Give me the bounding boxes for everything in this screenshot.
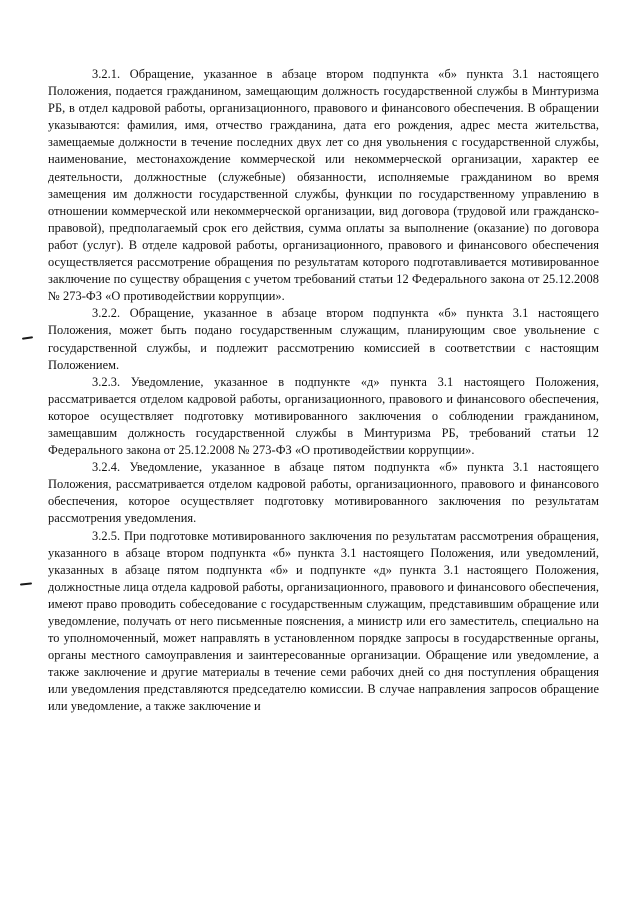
paragraph-3-2-1: 3.2.1. Обращение, указанное в абзаце втором подпункта «б» пункта 3.1 настоящего Положения, подается гражданином, замещающим должность государственной службы в Минтуризма РБ, в отдел кадровой работы, организационного, правового и финансового обеспечения. В обращении указываются: фамилия, имя, отчество гражданина, дата его рождения, адрес места жительства, замещаемые должности в течение последних двух лет со дня увольнения с государственной службы, наименование, местонахождение коммерческой или некоммерческой организации, характер ее деятельности, должностные (служебные) обязанности, исполняемые гражданином во время замещения им должности государственной службы, функции по государственному управлению в отношении коммерческой или некоммерческой организации, вид договора (трудовой или гражданско-правовой), предполагаемый срок его действия, сумма оплаты за выполнение (оказание) по договора работ (услуг). В отделе кадровой работы, организационного, правового и финансового обеспечения осуществляется рассмотрение обращения по результатам которого подготавливается мотивированное заключение по существу обращения с учетом требований статьи 12 Федерального закона от 25.12.2008 № 273-ФЗ «О противодействии коррупции». [48,67,599,304]
paragraph-3-2-2: 3.2.2. Обращение, указанное в абзаце втором подпункта «б» пункта 3.1 настоящего Положения, может быть подано государственным служащим, планирующим свое увольнение с государственной службы, и подлежит рассмотрению комиссией в соответствии с настоящим Положением. [48,306,599,372]
paragraph-3-2-5: 3.2.5. При подготовке мотивированного заключения по результатам рассмотрения обращения, указанного в абзаце втором подпункта «б» пункта 3.1 настоящего Положения, или уведомлений, указанных в абзаце пятом подпункта «б» и подпункте «д» пункта 3.1 настоящего Положения, должностные лица отдела кадровой работы, организационного, правового и финансового обеспечения, имеют право проводить собеседование с государственным служащим, представившим обращение или уведомление, получать от него письменные пояснения, а министр или его заместитель, специально на то уполномоченный, может направлять в установленном порядке запросы в государственные органы, органы местного самоуправления и заинтересованные организации. Обращение или уведомление, а также заключение и другие материалы в течение семи рабочих дней со дня поступления обращения или уведомления представляются председателю комиссии. В случае направления запросов обращение или уведомление, а также заключение и [48,528,599,714]
margin-mark-2 [20,582,32,585]
paragraph-3-2-3: 3.2.3. Уведомление, указанное в подпункте «д» пункта 3.1 настоящего Положения, рассматривается отделом кадровой работы, организационного, правового и финансового обеспечения, которое осуществляет подготовку мотивированного заключения о соблюдении гражданином, замещавшим должность государственной службы в Минтуризма РБ, требований статьи 12 Федерального закона от 25.12.2008 № 273-ФЗ «О противодействии коррупции». [48,374,599,458]
paragraph-3-2-4: 3.2.4. Уведомление, указанное в абзаце пятом подпункта «б» пункта 3.1 настоящего Положения, рассматривается отделом кадровой работы, организационного, правового и финансового обеспечения, которое осуществляет подготовку мотивированного заключения по результатам рассмотрения уведомления. [48,460,599,526]
margin-mark-1 [22,336,33,340]
document-body [48,66,599,716]
